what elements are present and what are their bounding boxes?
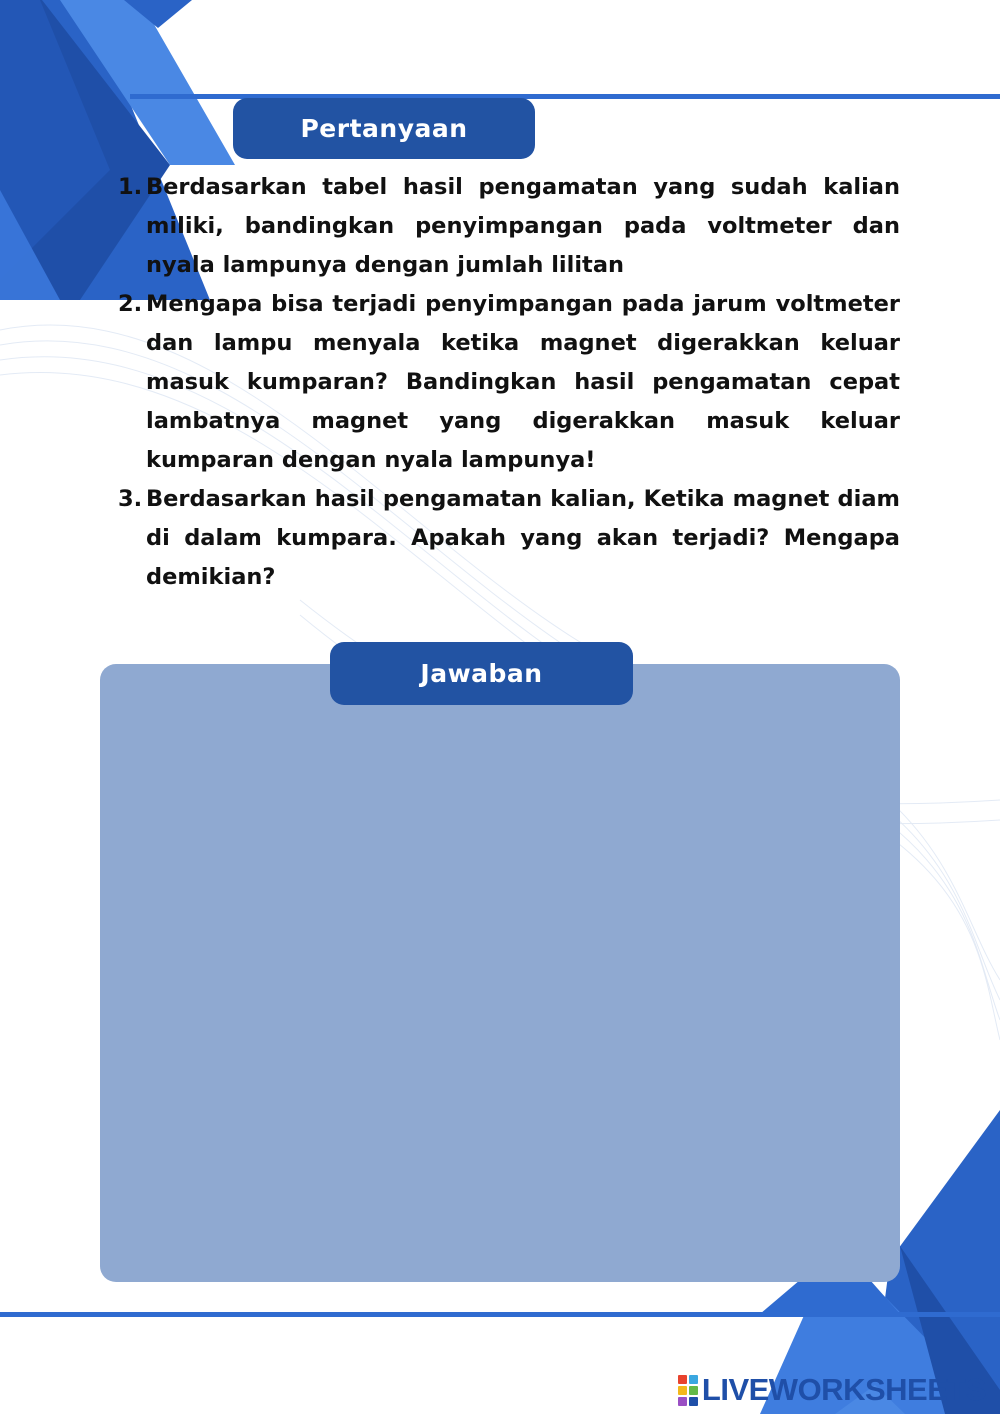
- liveworksheets-logo: [678, 1372, 986, 1408]
- question-item: [110, 285, 900, 480]
- question-item: [110, 480, 900, 597]
- logo-text: LIVEWORKSHEETS: [701, 1372, 986, 1407]
- liveworksheets-logo-icon: [678, 1375, 698, 1406]
- questions-heading: Pertanyaan: [233, 98, 535, 159]
- question-item: [110, 168, 900, 285]
- answer-heading: Jawaban: [330, 642, 633, 705]
- answer-box: [100, 664, 900, 1282]
- answer-input[interactable]: [100, 664, 900, 1282]
- question-text: Berdasarkan hasil pengamatan kalian, Ketika magnet diam di dalam kumpara. Apakah yang akan terjadi? Mengapa demikian?: [146, 486, 900, 590]
- question-number: 3.: [118, 486, 143, 512]
- question-number: 1.: [118, 174, 143, 200]
- question-number: 2.: [118, 291, 143, 317]
- question-list: [110, 168, 900, 597]
- question-text: Mengapa bisa terjadi penyimpangan pada jarum voltmeter dan lampu menyala ketika magnet digerakkan keluar masuk kumparan? Bandingkan hasil pengamatan cepat lambatnya magnet yang digerakkan masuk keluar kumparan dengan nyala lampunya!: [146, 291, 900, 473]
- question-text: Berdasarkan tabel hasil pengamatan yang sudah kalian miliki, bandingkan penyimpangan pada voltmeter dan nyala lampunya dengan jumlah lilitan: [146, 174, 900, 278]
- bottom-divider-line: [0, 1312, 1000, 1317]
